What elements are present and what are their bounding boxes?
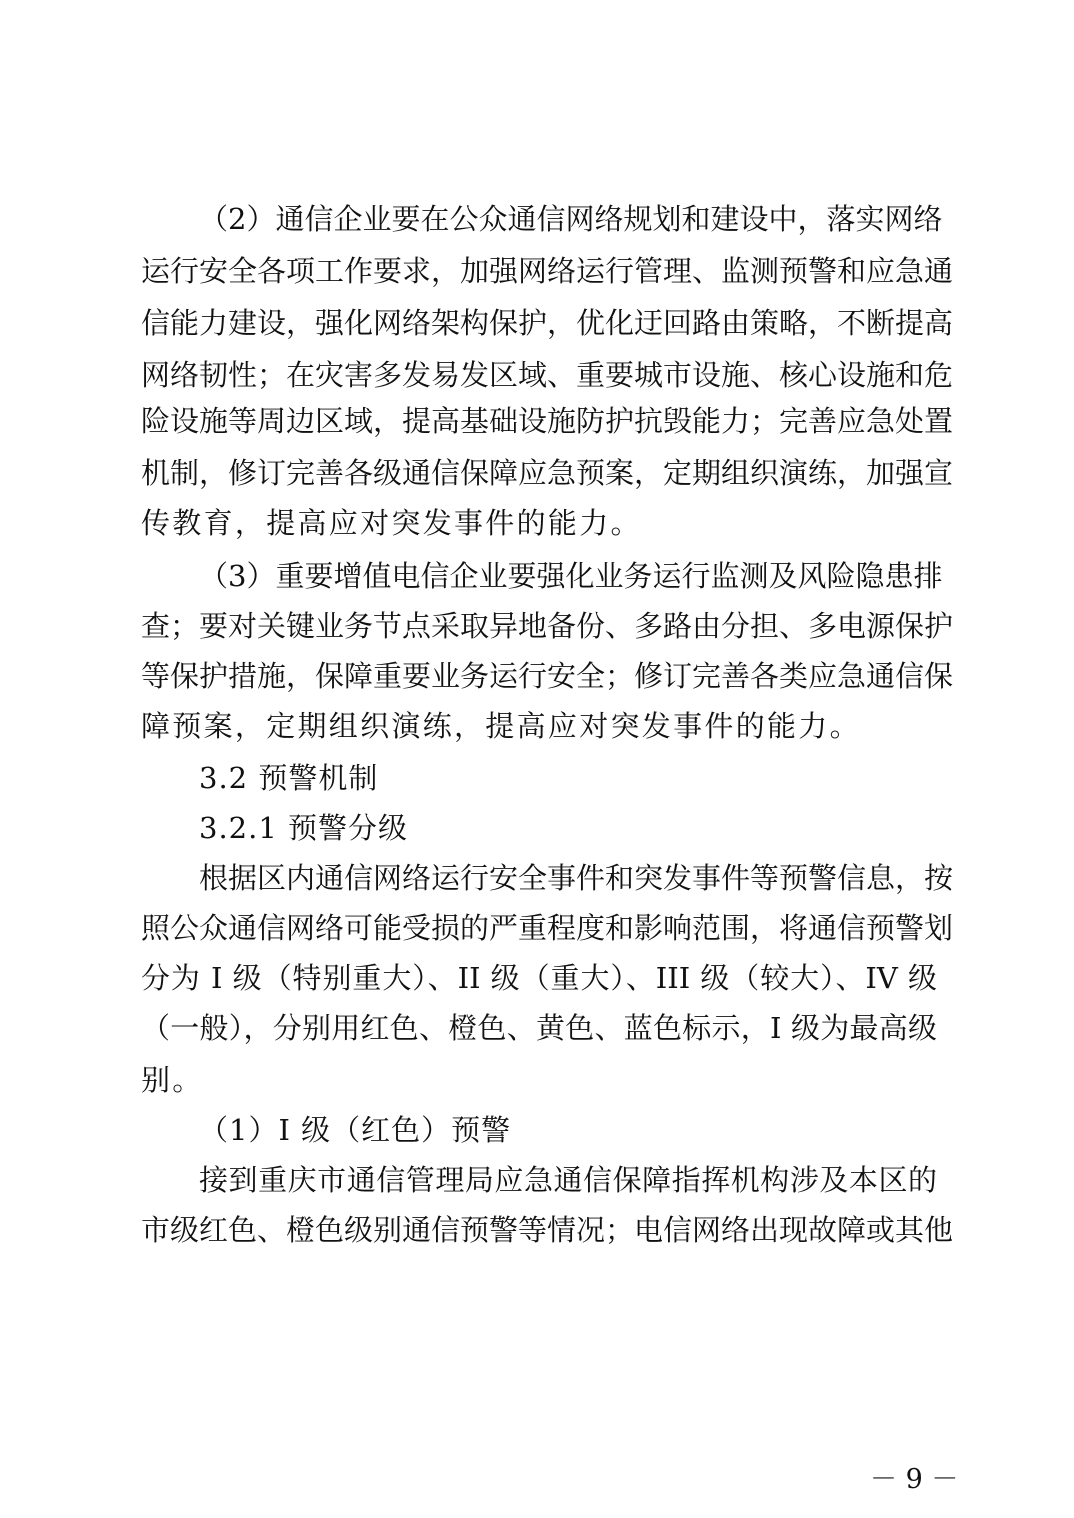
subsection-heading: 3.2.1 预警分级 bbox=[199, 811, 409, 845]
paragraph-line: 分为 I 级（特别重大）、II 级（重大）、III 级（较大）、IV 级 bbox=[141, 961, 937, 995]
section-heading: 3.2 预警机制 bbox=[199, 761, 379, 795]
level-heading: （1）I 级（红色）预警 bbox=[199, 1113, 512, 1147]
paragraph-line: 机制，修订完善各级通信保障应急预案，定期组织演练，加强宣 bbox=[141, 456, 954, 490]
paragraph-line: 别。 bbox=[141, 1063, 204, 1097]
paragraph-line: 网络韧性；在灾害多发易发区域、重要城市设施、核心设施和危 bbox=[141, 358, 954, 392]
paragraph-line: 险设施等周边区域，提高基础设施防护抗毁能力；完善应急处置 bbox=[141, 404, 954, 438]
paragraph-line: 根据区内通信网络运行安全事件和突发事件等预警信息，按 bbox=[199, 861, 954, 895]
paragraph-line: 传教育，提高应对突发事件的能力。 bbox=[141, 506, 642, 540]
paragraph-line: 运行安全各项工作要求，加强网络运行管理、监测预警和应急通 bbox=[141, 254, 954, 288]
paragraph-line: 接到重庆市通信管理局应急通信保障指挥机构涉及本区的 bbox=[199, 1163, 937, 1197]
paragraph-line: 市级红色、橙色级别通信预警等情况；电信网络出现故障或其他 bbox=[141, 1213, 954, 1247]
page-number: － 9 － bbox=[870, 1464, 959, 1495]
paragraph-line: （2）通信企业要在公众通信网络规划和建设中，落实网络 bbox=[199, 202, 943, 236]
paragraph-line: 障预案，定期组织演练，提高应对突发事件的能力。 bbox=[141, 709, 861, 743]
paragraph-line: 等保护措施，保障重要业务运行安全；修订完善各类应急通信保 bbox=[141, 659, 954, 693]
paragraph-line: （3）重要增值电信企业要强化业务运行监测及风险隐患排 bbox=[199, 559, 943, 593]
paragraph-line: 查；要对关键业务节点采取异地备份、多路由分担、多电源保护 bbox=[141, 609, 954, 643]
paragraph-line: （一般），分别用红色、橙色、黄色、蓝色标示，I 级为最高级 bbox=[141, 1011, 937, 1045]
paragraph-line: 照公众通信网络可能受损的严重程度和影响范围，将通信预警划 bbox=[141, 911, 954, 945]
paragraph-line: 信能力建设，强化网络架构保护，优化迂回路由策略，不断提高 bbox=[141, 306, 954, 340]
